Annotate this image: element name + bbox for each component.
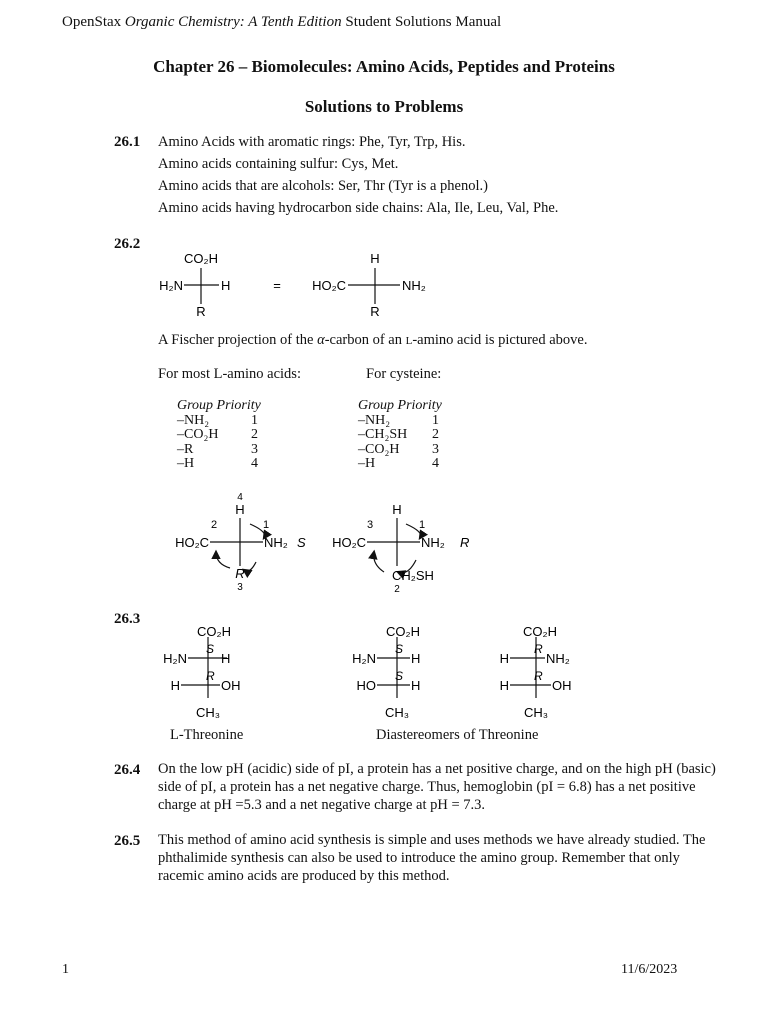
chapter-title: Chapter 26 – Biomolecules: Amino Acids, Peptides and Proteins [153,57,615,76]
cip-left-num-bottom: 3 [237,582,243,593]
priority-table-most [177,399,261,472]
mol2-r2-label: S [395,669,404,683]
page-number: 1 [62,962,69,977]
table-row: –CO₂H 3 [358,441,439,457]
mol2-r1-label: S [395,642,404,656]
mol1-r2-label: R [206,669,215,683]
mol2-r2-left: HO [356,678,376,693]
book-title: Organic Chemistry: A Tenth Edition [124,14,342,30]
section-title: Solutions to Problems [304,97,464,116]
cip-right-num-right: 1 [418,519,426,531]
cip-right-right: NH₂ [421,535,445,550]
fischer-right-left: HO₂C [312,278,346,293]
diastereomers-label: Diastereomers of Threonine [376,727,539,743]
mol1-r2-left: H [170,678,180,693]
list-item: Amino acids having hydrocarbon side chains: Ala, Ile, Leu, Val, Phe. [158,200,559,216]
threonine-fischer-projections [145,620,585,725]
list-item: Amino Acids with aromatic rings: Phe, Tyr, Trp, His. [158,134,466,150]
priority-table-cysteine [358,399,442,472]
cip-left-top: H [235,502,245,517]
fischer-left-left: H₂N [159,278,183,293]
mol1-top: CO₂H [197,624,231,639]
mol1-r1-right: H [221,651,231,666]
cip-left-num-top: 4 [237,492,243,503]
footer-date: 11/6/2023 [621,962,678,977]
table-row: –H 4 [177,456,258,471]
cip-right-num-bottom: 2 [394,584,400,595]
running-header: OpenStax Organic Chemistry: A Tenth Edition Student Solutions Manual [62,14,502,30]
fischer-caption: A Fischer projection of the α-carbon of an L-amino acid is pictured above. [158,332,588,348]
problem-number-26-5: 26.5 [114,833,141,849]
list-item: Amino acids that are alcohols: Ser, Thr (Tyr is a phenol.) [158,178,488,194]
cip-right-bottom: CH₂SH [392,568,434,583]
problem-number-26-2: 26.2 [114,236,141,252]
problem-number-26-4: 26.4 [114,762,141,778]
problem-number-26-3: 26.3 [114,611,141,627]
fischer-right-bottom: R [370,304,380,319]
mol3-r2-label: R [534,669,543,683]
table-row: –NH₂ 1 [177,412,258,428]
cip-left-num-left: 2 [210,519,218,531]
list-item: Amino acids containing sulfur: Cys, Met. [158,156,399,172]
problem-26-5-text: This method of amino acid synthesis is simple and uses methods we have already studied. The phthalimide synthesis can also be used to introduce the amino group. Remember that only racemic amino acids are produced by this method. [158,832,706,884]
l-threonine-label: L-Threonine [170,727,244,743]
mol2-r2-right: H [411,678,421,693]
mol1-r1-label: S [206,642,215,656]
problem-26-4-text: On the low pH (acidic) side of pI, a protein has a net positive charge, and on the high pH (basic) side of pI, a protein has a net negative charge. Thus, hemoglobin (pI = 6.8) has a net positive charge at pH =5.3 and a net negative charge at pH = 7.3. [158,761,716,813]
problem-26-1-text [158,131,558,219]
mol2-r1-left: H₂N [352,651,376,666]
mol1-r1-left: H₂N [163,651,187,666]
table-row: –CH₂SH 2 [358,427,439,442]
mol3-r2-right: OH [552,678,572,693]
table-row: –CO₂H 2 [177,427,258,442]
mol2-bottom: CH₃ [384,705,410,720]
fischer-right-top: H [370,251,380,266]
mol3-top: CO₂H [523,624,557,639]
mol1-bottom: CH₃ [195,705,221,720]
most-amino-acids-label: For most L-amino acids: [158,366,301,382]
cip-left-bottom: R [235,566,245,581]
equals-sign: = [273,278,281,293]
fischer-projections-26-2 [140,246,460,324]
table-row: –NH₂ 1 [358,412,439,428]
cip-right-config: R [460,535,470,550]
fischer-left-right: H [221,278,231,293]
mol3-r2-left: H [499,678,509,693]
cip-right-num-left: 3 [366,519,374,531]
mol3-r1-left: H [499,651,509,666]
cip-left-right: NH₂ [264,535,288,550]
cip-right-top: H [392,502,402,517]
mol2-top: CO₂H [386,624,420,639]
table-row: –H 4 [358,456,439,471]
table-row: –R 3 [177,441,258,457]
cip-priority-diagrams [170,488,500,600]
cip-left-config: S [297,535,306,550]
cip-left-num-right: 1 [262,519,270,531]
cysteine-label: For cysteine: [366,366,442,382]
priority-header: Group Priority [358,398,442,413]
mol2-r1-right: H [411,651,421,666]
problem-number-26-1: 26.1 [114,134,141,150]
mol3-bottom: CH₃ [523,705,549,720]
mol3-r1-label: R [534,642,543,656]
cip-left-left: HO₂C [175,535,209,550]
mol3-r1-right: NH₂ [546,651,570,666]
mol1-r2-right: OH [221,678,241,693]
fischer-left-top: CO₂H [184,251,218,266]
priority-header: Group Priority [177,398,261,413]
fischer-right-right: NH₂ [402,278,426,293]
fischer-left-bottom: R [196,304,206,319]
cip-right-left: HO₂C [332,535,366,550]
